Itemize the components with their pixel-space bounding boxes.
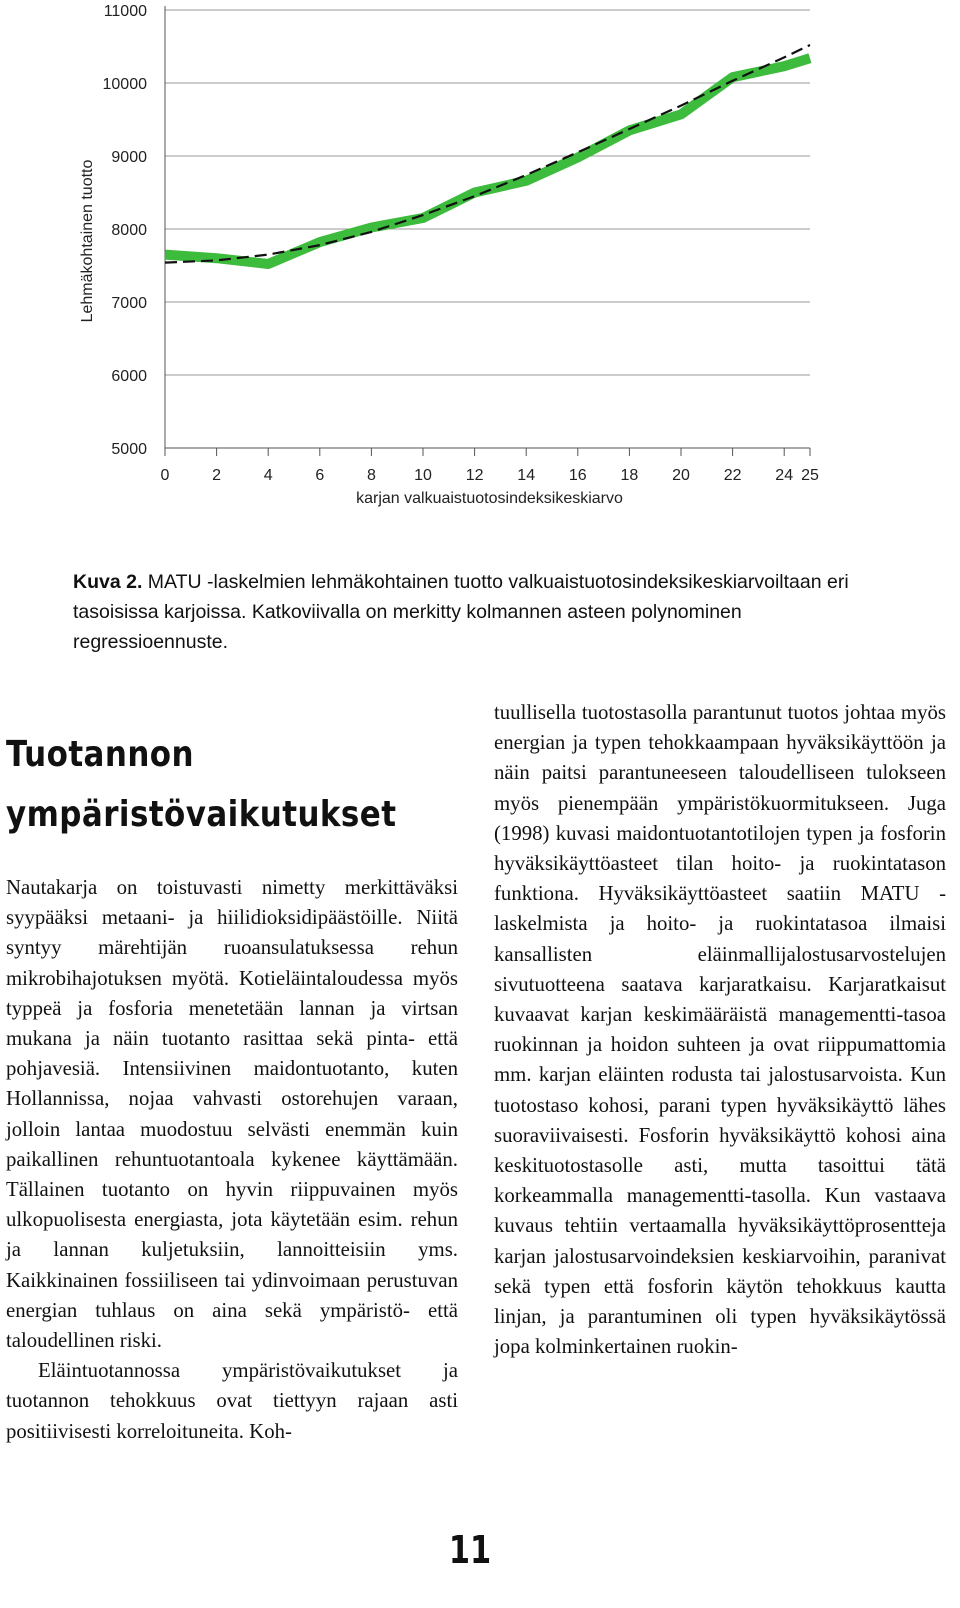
x-tick-label: 24 bbox=[775, 467, 794, 484]
x-tick-label: 8 bbox=[366, 467, 376, 484]
y-tick-label: 7000 bbox=[111, 295, 147, 312]
y-tick-label: 9000 bbox=[111, 149, 147, 166]
y-tick-label: 5000 bbox=[111, 441, 147, 458]
x-tick-label: 18 bbox=[620, 467, 639, 484]
y-tick-label: 10000 bbox=[102, 76, 147, 93]
y-tick-label: 6000 bbox=[111, 368, 147, 385]
left-column bbox=[6, 873, 458, 1447]
page-number: 11 bbox=[448, 1528, 492, 1572]
y-axis-title: Lehmäkohtainen tuotto bbox=[79, 159, 96, 323]
x-tick-label: 4 bbox=[263, 467, 273, 484]
x-axis-title: karjan valkuaistuotosindeksikeskiarvo bbox=[356, 490, 623, 507]
x-tick-label: 16 bbox=[568, 467, 587, 484]
series-layer bbox=[164, 44, 811, 265]
x-tick-label: 14 bbox=[517, 467, 536, 484]
caption-lead: Kuva 2. bbox=[73, 571, 143, 593]
x-tick-label: 10 bbox=[414, 467, 432, 484]
right-paragraph-1: tuullisella tuotostasolla parantunut tuotos johtaa myös energian ja typen tehokkaampaan hyväksikäyttöön ja näin paitsi parantuneeseen taloudelliseen tulokseen myös pienempään ympäristökuormitukseen. Juga (1998) kuvasi maidontuotantotilojen typen ja fosforin hyväksikäyttöasteet tilan hoito- ja ruokintatason funktiona. Hyväksikäyttöasteet saatiin MATU -laskelmista ja hoito- ja ruokintatasoa ilmaisi kansallisten eläinmallijalostusarvostelujen sivutuotteena saatava karjaratkaisu. Karjaratkaisut kuvaavat karjan keskimääräistä managementti-tasoa ruokinnan ja hoidon suhteen ja ovat riippumattomia mm. karjan eläinten rodusta tai jalostusarvoista. Kun tuotostaso kohosi, parani typen hyväksikäyttö lähes suoraviivaisesti. Fosforin hyväksikäyttö kohosi aina keskituotostasolle asti, mutta tasoittui tätä korkeammalla managementti-tasolla. Kun vastaava kuvaus tehtiin vertaamalla hyväksikäyttöprosentteja karjan jalostusarvoindeksien keskiarvoihin, paranivat sekä typen että fosforin käytön tehokkuus kautta linjan, ja parantuminen oli typen hyväksikäytössä jopa kolminkertainen ruokin- bbox=[494, 701, 946, 1359]
regression-curve bbox=[165, 45, 810, 263]
x-tick-label: 20 bbox=[672, 467, 690, 484]
left-paragraph-1: Nautakarja on toistuvasti nimetty merkittäväksi syypääksi metaani- ja hiilidioksidipäästöille. Niitä syntyy märehtijän ruoansulatuksessa rehun mikrobihajotuksen myötä. Kotieläintaloudessa myös typpeä ja fosforia menetetään lannan ja virtsan mukana ja näin tuotanto rasittaa sekä pinta- että pohjavesiä. Intensiivinen maidontuotanto, kuten Hollannissa, nojaa vahvasti ostorehujen varaan, jolloin lantaa muodostuu selvästi enemmän kuin paikallinen rehuntuotantoala kykenee käyttämään. Tällainen tuotanto on hyvin riippuvainen myös ulkopuolisesta energiasta, jota käytetään esim. rehun ja lannan kuljetuksiin, lannoitteisiin yms. Kaikkinainen fossiiliseen tai ydinvoimaan perustuvan energian tuhlaus on aina sekä ympäristö- että taloudellinen riski. bbox=[6, 876, 458, 1353]
chart-svg bbox=[0, 0, 960, 530]
x-tick-label: 2 bbox=[212, 467, 222, 484]
x-tick-label: 22 bbox=[723, 467, 742, 484]
right-column bbox=[494, 698, 946, 1362]
y-tick-label: 11000 bbox=[103, 3, 147, 20]
y-tick-label: 8000 bbox=[111, 222, 147, 239]
left-paragraph-2: Eläintuotannossa ympäristövaikutukset ja tuotannon tehokkuus ovat tiettyyn rajaan asti positiivisesti korreloituneita. Koh- bbox=[6, 1359, 458, 1443]
x-tick-label: 0 bbox=[160, 467, 170, 484]
figure-caption bbox=[73, 567, 893, 657]
section-heading: Tuotannon ympäristövaikutukset bbox=[6, 734, 397, 835]
x-tick-label: 25 bbox=[801, 467, 819, 484]
x-tick-label: 6 bbox=[315, 467, 325, 484]
caption-text: MATU -laskelmien lehmäkohtainen tuotto valkuaistuotosindeksikeskiarvoiltaan eri tasoisissa karjoissa. Katkoviivalla on merkitty kolmannen asteen polynominen regressioennuste. bbox=[73, 571, 849, 653]
production-chart bbox=[0, 0, 960, 530]
grid-layer bbox=[165, 10, 810, 448]
x-tick-label: 12 bbox=[465, 467, 484, 484]
axis-layer bbox=[165, 6, 810, 456]
